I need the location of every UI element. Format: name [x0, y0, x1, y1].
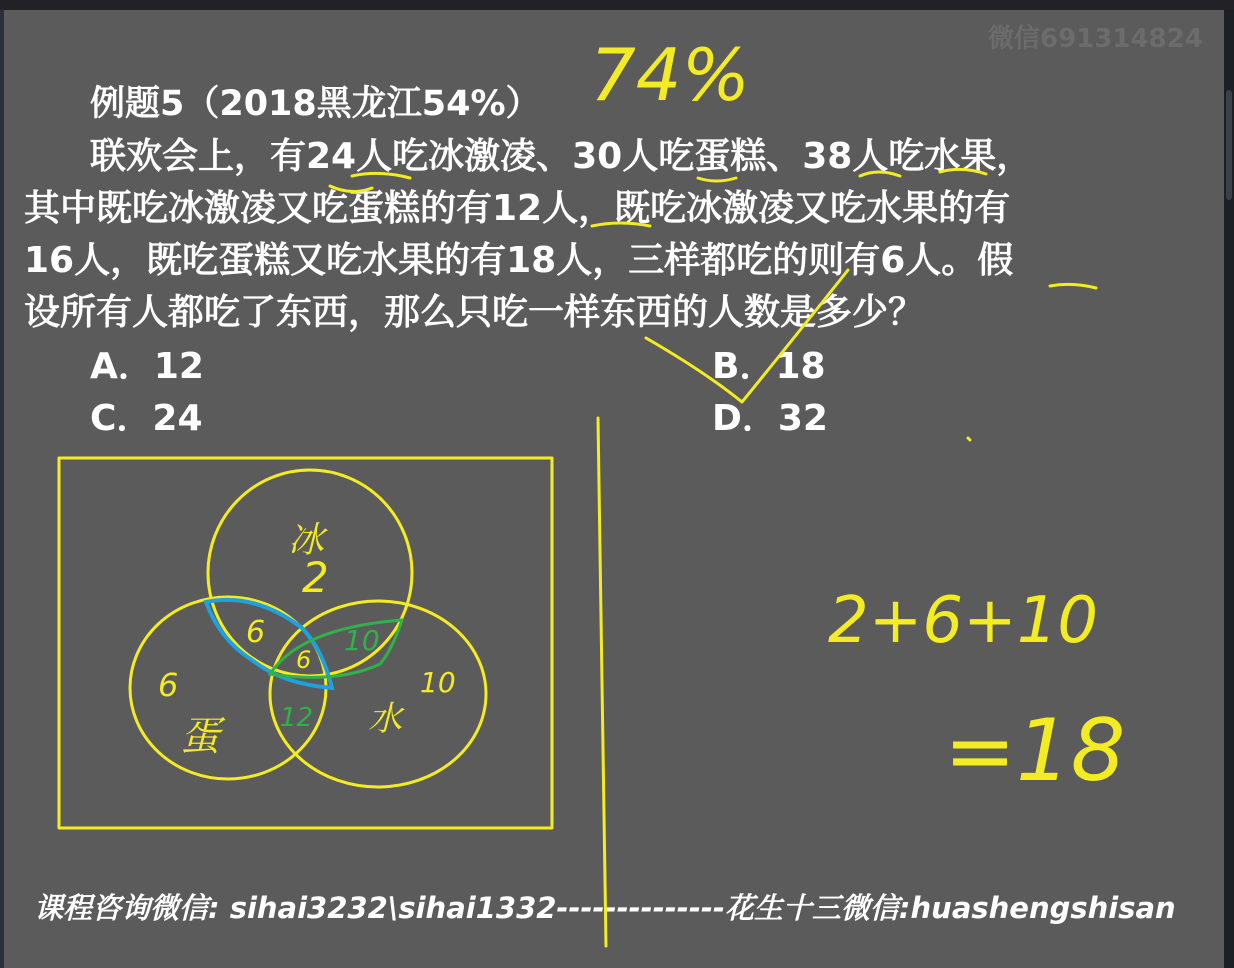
- highlight-ice-cake: [206, 600, 332, 688]
- underline-6: [1050, 284, 1096, 288]
- venn-value-fruit-only: 10: [420, 666, 456, 699]
- venn-value-ice-only: 2: [302, 553, 329, 602]
- venn-label-ice-cream: 冰: [288, 520, 325, 561]
- highlight-ice-fruit: [270, 620, 402, 677]
- option-a: A．12: [90, 346, 204, 387]
- window-top-bar: [0, 0, 1234, 10]
- stray-dot: [968, 438, 970, 440]
- option-b: B．18: [712, 346, 826, 387]
- venn-circle-fruit: [270, 601, 486, 787]
- option-d: D．32: [712, 398, 828, 439]
- problem-line-3: 16人，既吃蛋糕又吃水果的有18人，三样都吃的则有6人。假: [24, 240, 1014, 281]
- venn-value-cake-only: 6: [158, 666, 179, 704]
- venn-label-fruit: 水: [368, 699, 402, 739]
- venn-label-cake: 蛋: [180, 714, 220, 760]
- venn-value-center: 6: [296, 646, 312, 674]
- divider-line: [598, 418, 606, 946]
- venn-circle-ice-cream: [208, 470, 412, 676]
- left-edge-strip: [0, 10, 4, 968]
- venn-value-ice-fruit: 10: [344, 624, 380, 657]
- watermark: 微信691314824: [988, 24, 1203, 54]
- problem-title: 例题5（2018黑龙江54%）: [90, 84, 541, 124]
- calc-line-1: 2+6+10: [828, 584, 1099, 658]
- calc-line-2: =18: [944, 701, 1126, 801]
- scrollbar-thumb[interactable]: [1226, 90, 1232, 200]
- option-c: C．24: [90, 398, 203, 439]
- problem-line-4: 设所有人都吃了东西，那么只吃一样东西的人数是多少？: [24, 292, 925, 333]
- footer-contact: 课程咨询微信: sihai3232\sihai1332--------------花生十三微信:huashengshisan: [34, 891, 1176, 925]
- venn-frame: [59, 458, 552, 828]
- venn-circle-cake: [130, 597, 326, 779]
- venn-value-ice-cake: 6: [246, 615, 266, 650]
- problem-line-2: 其中既吃冰激凌又吃蛋糕的有12人，既吃冰激凌又吃水果的有: [24, 188, 1011, 229]
- problem-line-1: 联欢会上，有24人吃冰激凌、30人吃蛋糕、38人吃水果，: [90, 136, 1033, 177]
- venn-value-cake-fruit: 12: [280, 703, 314, 733]
- accuracy-note: 74%: [590, 33, 751, 117]
